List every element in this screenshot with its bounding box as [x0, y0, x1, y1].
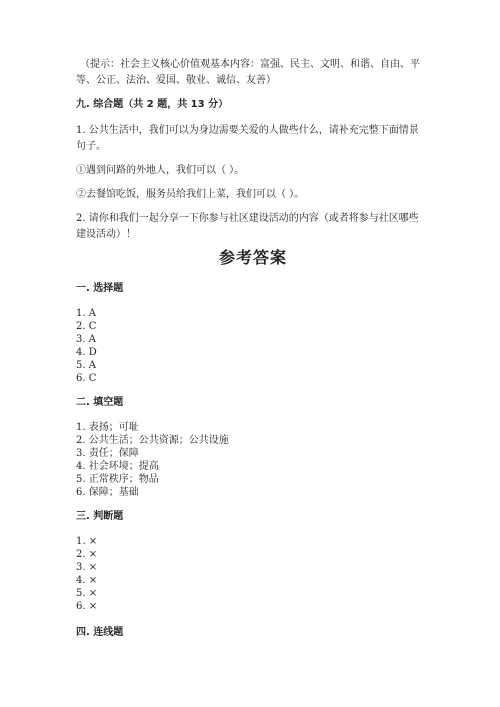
answer-section-1-title: 一. 选择题: [76, 283, 124, 294]
list-item: 1. A: [76, 308, 96, 319]
list-item: 4. D: [76, 347, 97, 358]
question-1-item-2: ②去餐馆吃饭，服务员给我们上菜，我们可以（ ）。: [76, 189, 305, 200]
answer-key-title: 参考答案: [219, 248, 288, 267]
question-1-line-2: 句子。: [76, 141, 106, 152]
list-item: 2. C: [76, 321, 97, 332]
list-item: 3. A: [76, 334, 96, 345]
question-2-line-1: 2. 请你和我们一起分享一下你参与社区建设活动的内容（或者将参与社区哪些: [76, 213, 419, 224]
list-item: 4. 社会环境；提高: [76, 461, 159, 472]
list-item: 4. ×: [76, 575, 98, 586]
list-item: 3. 责任；保障: [76, 448, 139, 459]
list-item: 6. C: [76, 373, 97, 384]
answer-section-3-title: 三. 判断题: [76, 511, 124, 522]
answer-section-4-title: 四. 连线题: [76, 627, 124, 638]
list-item: 5. A: [76, 360, 96, 371]
list-item: 6. ×: [76, 601, 98, 612]
section-9-title: 九. 综合题（共 2 题，共 13 分）: [76, 99, 229, 110]
answer-section-2-title: 二. 填空题: [76, 397, 124, 408]
hint-line-2: 等、公正、法治、爱国、敬业、诚信、友善）: [76, 75, 276, 86]
question-2-line-2: 建设活动）！: [76, 229, 136, 240]
list-item: 2. ×: [76, 549, 98, 560]
list-item: 3. ×: [76, 562, 98, 573]
list-item: 2. 公共生活；公共资源；公共设施: [76, 435, 229, 446]
list-item: 6. 保障；基础: [76, 487, 139, 498]
question-1-line-1: 1. 公共生活中，我们可以为身边需要关爱的人做些什么，请补充完整下面情景: [76, 125, 419, 136]
list-item: 5. 正常秩序；物品: [76, 474, 159, 485]
list-item: 1. 表扬；可耻: [76, 422, 139, 433]
question-1-item-1: ①遇到问路的外地人，我们可以（ ）。: [76, 165, 245, 176]
list-item: 1. ×: [76, 536, 98, 547]
hint-line-1: （提示：社会主义核心价值观基本内容：富强、民主、文明、和谐、自由、平: [80, 59, 420, 70]
list-item: 5. ×: [76, 588, 98, 599]
